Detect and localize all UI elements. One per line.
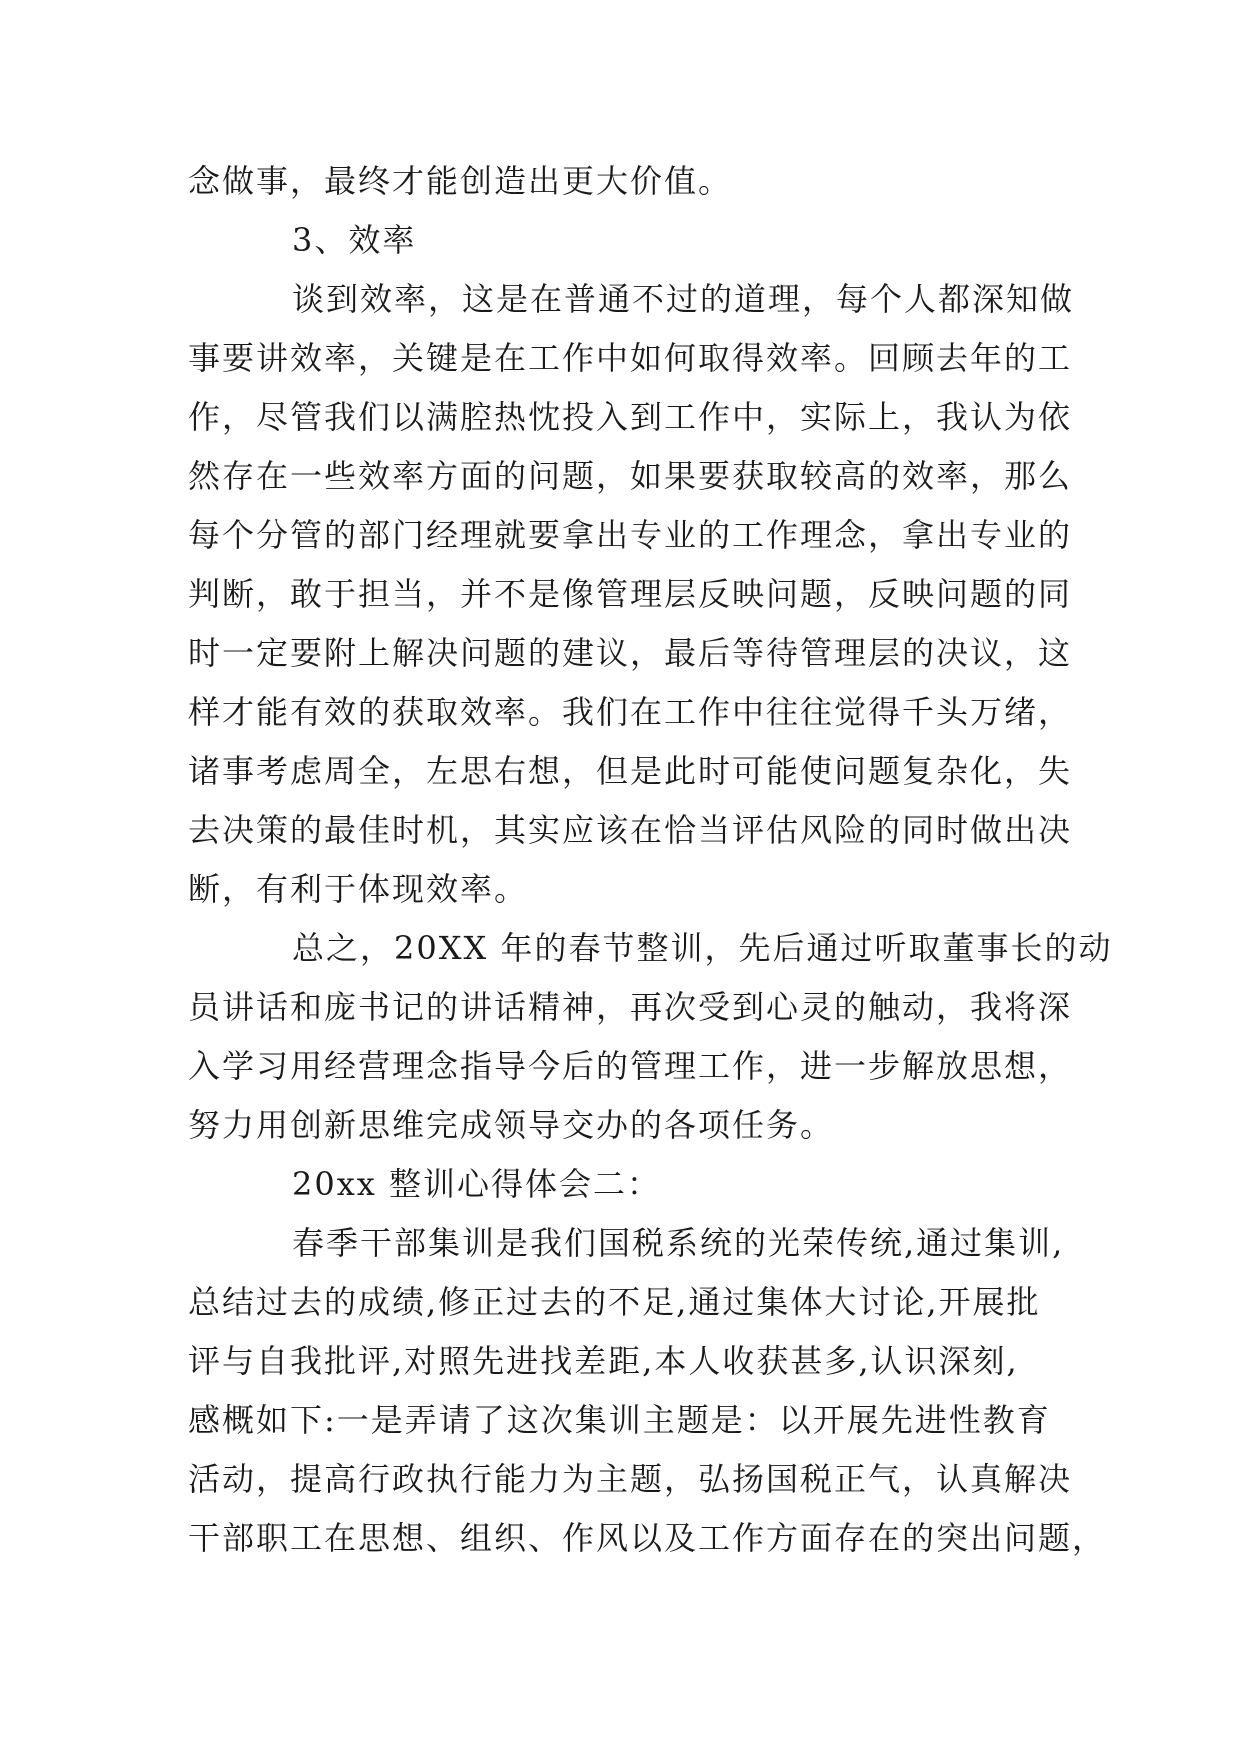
text-line: 总之，20XX 年的春节整训，先后通过听取董事长的动 [292, 929, 1113, 967]
text-line: 每个分管的部门经理就要拿出专业的工作理念，拿出专业的 [188, 516, 1073, 554]
text-line: 干部职工在思想、组织、作风以及工作方面存在的突出问题， [188, 1519, 1107, 1557]
text-line: 谈到效率，这是在普通不过的道理，每个人都深知做 [292, 280, 1075, 318]
text-line: 评与自我批评,对照先进找差距,本人收获甚多,认识深刻, [188, 1342, 1019, 1380]
text-line: 时一定要附上解决问题的建议，最后等待管理层的决议，这 [188, 634, 1073, 672]
text-line: 事要讲效率，关键是在工作中如何取得效率。回顾去年的工 [188, 339, 1073, 377]
text-line: 诸事考虑周全，左思右想，但是此时可能使问题复杂化，失 [188, 752, 1073, 790]
text-line: 努力用创新思维完成领导交办的各项任务。 [188, 1106, 835, 1144]
text-line: 作，尽管我们以满腔热忱投入到工作中，实际上，我认为依 [188, 398, 1073, 436]
text-line: 断，有利于体现效率。 [188, 870, 529, 908]
text-line: 3、效率 [292, 221, 417, 259]
document-body [188, 152, 1113, 1568]
text-line: 然存在一些效率方面的问题，如果要获取较高的效率，那么 [188, 457, 1073, 495]
text-line: 20xx 整训心得体会二： [292, 1165, 661, 1203]
text-line: 样才能有效的获取效率。我们在工作中往往觉得千头万绪， [188, 693, 1073, 731]
text-line: 判断，敢于担当，并不是像管理层反映问题，反映问题的同 [188, 575, 1073, 613]
text-line: 念做事，最终才能创造出更大价值。 [188, 162, 733, 200]
text-line: 入学习用经营理念指导今后的管理工作，进一步解放思想， [188, 1047, 1073, 1085]
text-line: 员讲话和庞书记的讲话精神，再次受到心灵的触动，我将深 [188, 988, 1073, 1026]
text-line: 感概如下:一是弄请了这次集训主题是：以开展先进性教育 [188, 1401, 1051, 1439]
text-line: 去决策的最佳时机，其实应该在恰当评估风险的同时做出决 [188, 811, 1073, 849]
text-line: 春季干部集训是我们国税系统的光荣传统,通过集训, [292, 1224, 1065, 1262]
text-line: 活动，提高行政执行能力为主题，弘扬国税正气，认真解决 [188, 1460, 1073, 1498]
text-line: 总结过去的成绩,修正过去的不足,通过集体大讨论,开展批 [188, 1283, 1041, 1321]
